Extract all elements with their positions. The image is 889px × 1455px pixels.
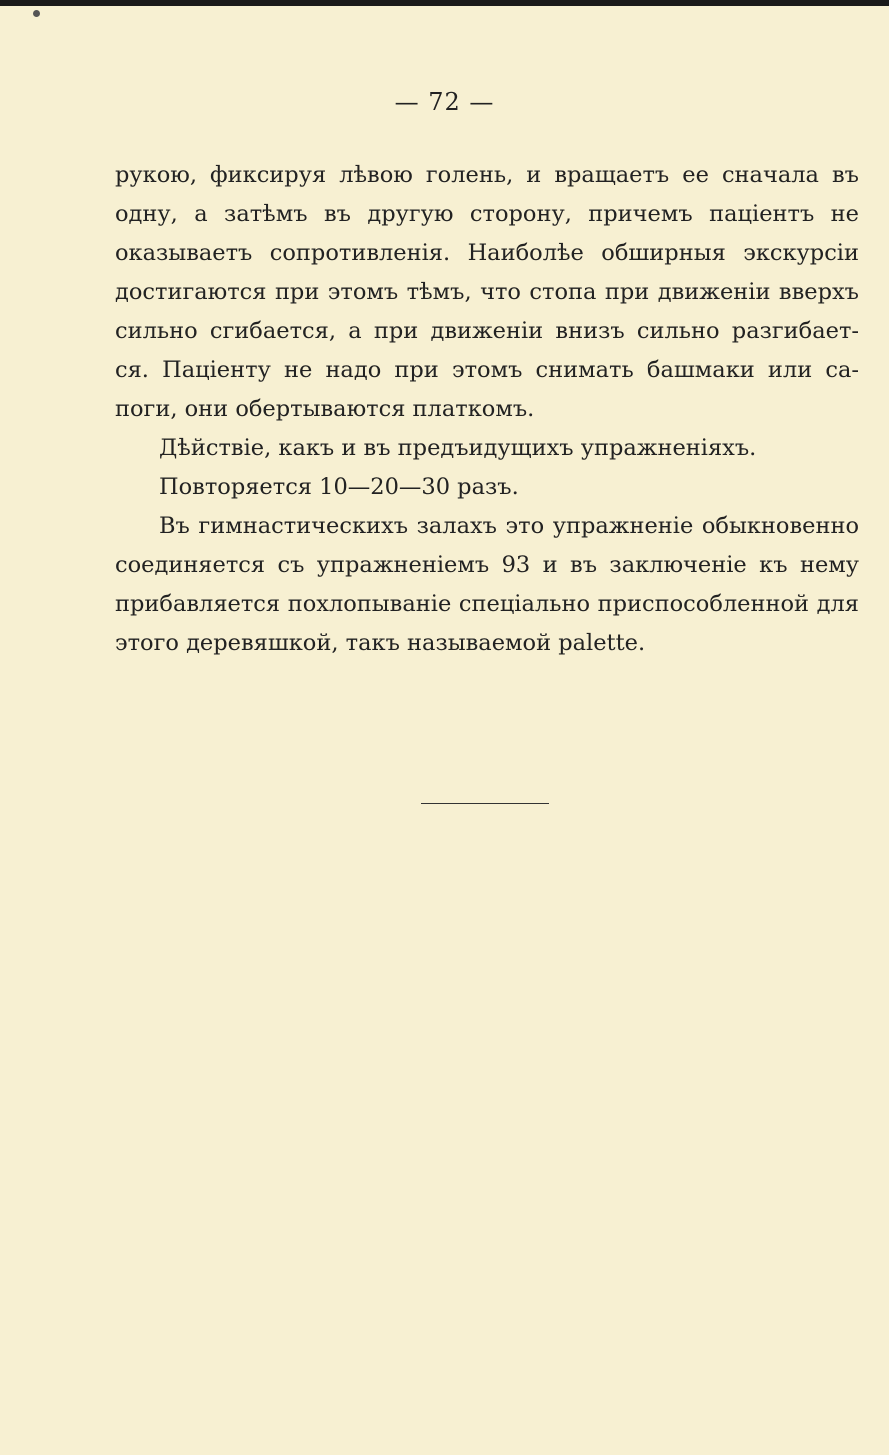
paragraph-1	[115, 156, 859, 429]
body-text	[115, 156, 859, 663]
scan-speck	[33, 10, 40, 17]
paragraph-3	[115, 468, 859, 507]
paragraph-4	[115, 507, 859, 663]
page-number: — 72 —	[394, 88, 495, 116]
text-line: Дѣйствіе, какъ и въ предъидущихъ упражненіяхъ.	[159, 435, 757, 461]
text-line: Повторяется 10—20—30 разъ.	[159, 474, 519, 500]
text-line: оказываетъ сопротивленія. Наиболѣе обширныя экскурсіи	[115, 240, 859, 266]
text-line: Въ гимнастическихъ залахъ это упражненіе обыкновенно	[159, 513, 859, 539]
text-line: этого деревяшкой, такъ называемой palette.	[115, 630, 646, 656]
text-line: рукою, фиксируя лѣвою голень, и вращаетъ ее сначала въ	[115, 162, 859, 188]
scan-top-edge	[0, 0, 889, 6]
text-line: поги, они обертываются платкомъ.	[115, 396, 535, 422]
paragraph-2	[115, 429, 859, 468]
text-line: достигаются при этомъ тѣмъ, что стопа при движеніи вверхъ	[115, 279, 859, 305]
text-line: ся. Паціенту не надо при этомъ снимать башмаки или са-	[115, 357, 859, 383]
text-line: одну, а затѣмъ въ другую сторону, причемъ паціентъ не	[115, 201, 859, 227]
text-line: соединяется съ упражненіемъ 93 и въ заключеніе къ нему	[115, 552, 859, 578]
text-line: сильно сгибается, а при движеніи внизъ сильно разгибает-	[115, 318, 859, 344]
section-divider	[421, 803, 549, 804]
text-line: прибавляется похлопываніе спеціально приспособленной для	[115, 591, 859, 617]
